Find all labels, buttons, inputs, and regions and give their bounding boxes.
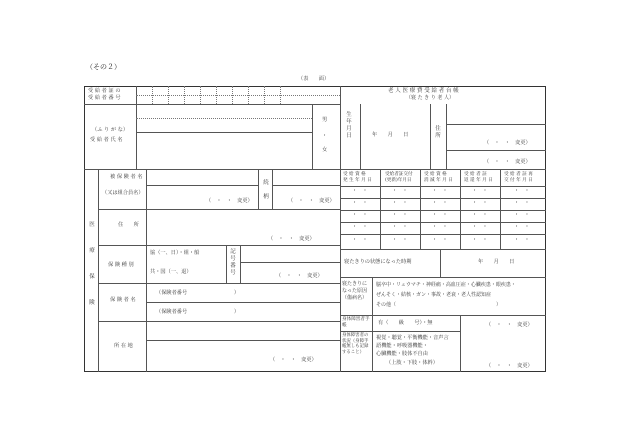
dates-header-1: 受 給 資 格 発 生 年 月 日 (343, 172, 372, 183)
symbol-number-label: 記号番号 (230, 249, 236, 276)
cert-number-label-2: 受 給 者 番 号 (88, 95, 121, 101)
name-label: 受 給 者 氏 名 (90, 137, 123, 143)
date-cell: ・ ・ (514, 200, 530, 206)
disability-cert-label: 身体障害者手帳 (342, 317, 370, 328)
date-cell: ・ ・ (392, 224, 408, 230)
insurance-type-option-2: 共・国（一、退） (150, 269, 192, 275)
disability-status-line-1: 視覚・聴覚・平衡機能・音声言 (376, 335, 449, 341)
date-cell: ・ ・ (472, 237, 488, 243)
cert-number-label-1: 受 給 者 証 の (88, 88, 121, 94)
relation-change: （ ・ ・ 変更） (288, 198, 335, 204)
ledger-title-block (340, 86, 546, 104)
furigana-label: （ふ り が な） (92, 127, 129, 133)
date-cell: ・ ・ (472, 200, 488, 206)
insured-address-change: （ ・ ・ 変更） (268, 236, 315, 242)
union-label: （又は組合員名） (102, 190, 144, 196)
date-cell: ・ ・ (472, 188, 488, 194)
disability-status-label: 身体障害者の状況（身障手帳無しも記録すること） (342, 333, 369, 355)
insurance-type-option-1: 協（一、日）・組・船 (150, 250, 200, 256)
dates-header-4: 受 給 者 証 返 還 年 月 日 (464, 172, 493, 183)
bedridden-time-label: 寝たきりの状態になった時期 (344, 259, 412, 265)
date-cell: ・ ・ (352, 224, 368, 230)
dates-header-2: 受給者証交付 (更新)年月日 (385, 172, 413, 183)
side-label: （表 面） (298, 76, 330, 82)
dates-header-3: 受 給 資 格 消 滅 年 月 日 (424, 172, 453, 183)
date-cell: ・ ・ (392, 188, 408, 194)
dates-header-5: 受 給 者 証 再 交 付 年 月 日 (504, 172, 533, 183)
insurance-type-label: 保 険 種 別 (108, 262, 134, 268)
disability-cert-value: 有（ 級 号）・無 (378, 320, 433, 326)
date-cell: ・ ・ (352, 188, 368, 194)
date-cell: ・ ・ (472, 224, 488, 230)
sheet-number: （その２） (86, 63, 121, 71)
birth-label: 生年月日 (346, 112, 352, 139)
date-cell: ・ ・ (514, 212, 530, 218)
insurance-section-label: 医療保険 (89, 222, 95, 306)
disability-status-change: （ ・ ・ 変更） (486, 363, 533, 369)
date-cell: ・ ・ (514, 237, 530, 243)
date-cell: ・ ・ (514, 188, 530, 194)
insured-address-label: 住 所 (118, 222, 139, 228)
address-label: 住 所 (435, 126, 447, 139)
cause-line-1: 脳卒中・リュウマチ・神経痛・高血圧症・心臓疾患・眼疾患・ (376, 282, 516, 288)
date-cell: ・ ・ (392, 237, 408, 243)
insurer-number-1: （保険者番号 ） (156, 290, 240, 296)
birth-date: 年 月 日 (372, 132, 409, 138)
sex-male: 男 (322, 117, 328, 123)
date-cell: ・ ・ (352, 237, 368, 243)
location-change: （ ・ ・ 変更） (270, 357, 317, 363)
date-cell: ・ ・ (472, 212, 488, 218)
bedridden-time-value: 年 月 日 (478, 259, 515, 265)
ledger-subtitle: （寝 た き り 老 人） (406, 95, 454, 101)
cause-line-3: その他（ ） (376, 302, 502, 308)
name-row (84, 104, 340, 169)
disability-status-line-3: 心臓機能・肢体不自由 (376, 351, 428, 357)
date-cell: ・ ・ (432, 188, 448, 194)
cause-line-2: ぜんそく・結核・ガン・事故・老衰・老人性認知症 (376, 292, 492, 298)
date-cell: ・ ・ (432, 212, 448, 218)
date-cell: ・ ・ (352, 212, 368, 218)
date-cell: ・ ・ (352, 200, 368, 206)
insurer-number-2: （保険者番号 ） (156, 309, 240, 315)
sex-dot: ・ (322, 133, 328, 139)
date-cell: ・ ・ (432, 224, 448, 230)
date-cell: ・ ・ (392, 212, 408, 218)
date-cell: ・ ・ (432, 200, 448, 206)
date-cell: ・ ・ (392, 200, 408, 206)
date-cell: ・ ・ (514, 224, 530, 230)
disability-cert-change: （ ・ ・ 変更） (486, 322, 533, 328)
disability-status-line-2: 語機能・呼吸器機能・ (376, 343, 428, 349)
cause-label: 寝たきりになった原因（傷病名） (342, 281, 368, 301)
disability-status-line-4: （上肢・下肢・体幹） (386, 360, 438, 366)
insurer-label: 保 険 者 名 (110, 297, 136, 303)
relation-label: 続 柄 (263, 180, 275, 200)
address-change-2: （ ・ ・ 変更） (484, 159, 531, 165)
insurance-type-change: （ ・ ・ 変更） (276, 273, 323, 279)
sex-female: 女 (322, 147, 328, 153)
address-change-1: （ ・ ・ 変更） (484, 140, 531, 146)
ledger-title: 老 人 医 療 費 受 給 者 台 帳 (388, 88, 459, 94)
insured-name-label: 被 保 険 者 名 (110, 174, 143, 180)
insured-change: （ ・ ・ 変更） (206, 198, 253, 204)
date-cell: ・ ・ (432, 237, 448, 243)
location-label: 所 在 地 (114, 343, 133, 349)
